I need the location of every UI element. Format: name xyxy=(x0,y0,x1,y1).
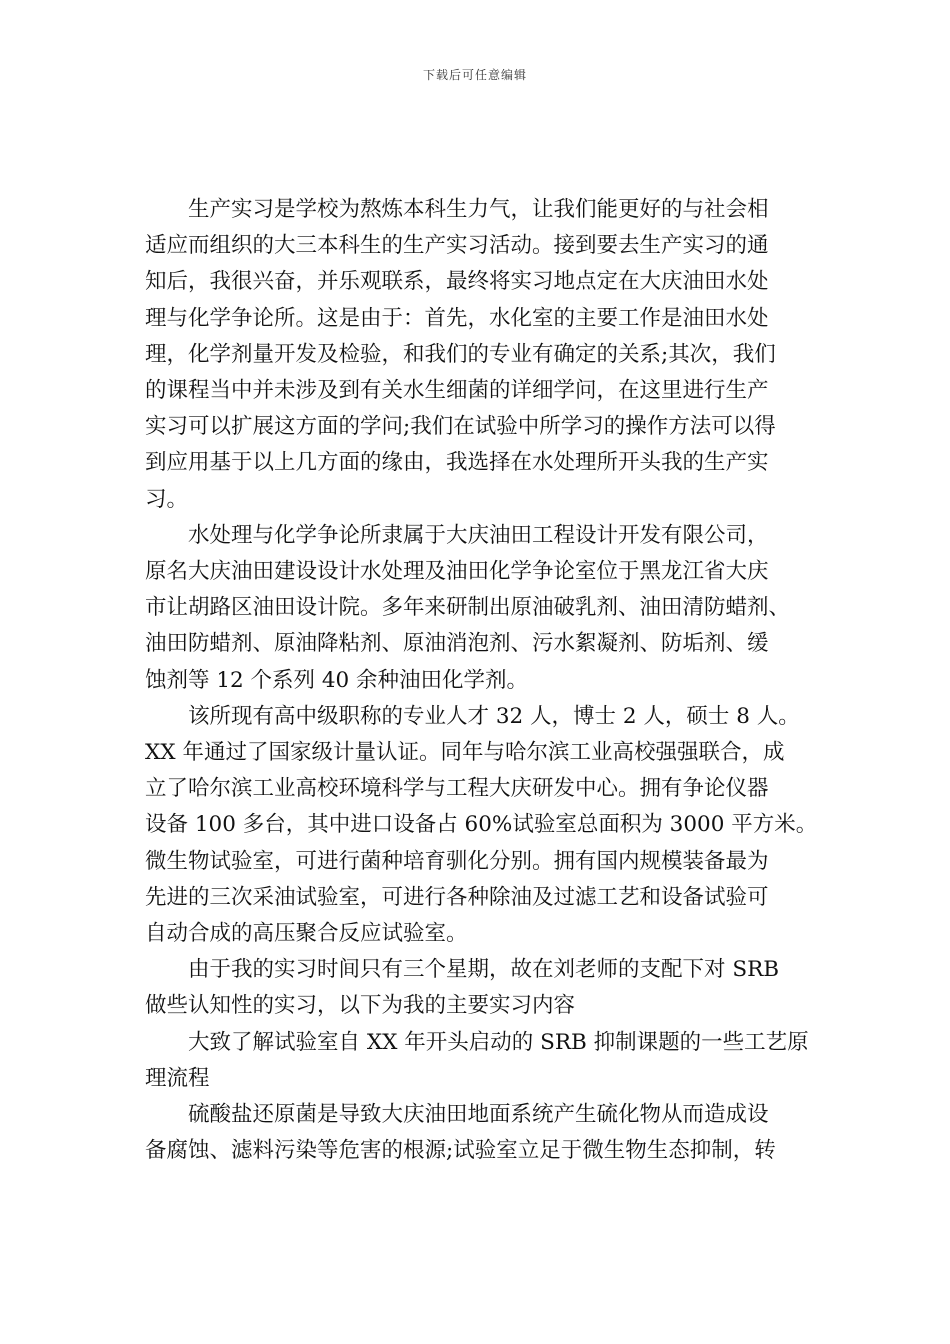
text-line: 知后，我很兴奋，并乐观联系，最终将实习地点定在大庆油田水处 xyxy=(145,269,769,295)
text-line: 做些认知性的实习，以下为我的主要实习内容 xyxy=(145,993,576,1019)
text-line: 设备 100 多台，其中进口设备占 60%试验室总面积为 3000 平方米。 xyxy=(145,812,818,838)
text-line: 大致了解试验室自 XX 年开头启动的 SRB 抑制课题的一些工艺原 xyxy=(188,1029,809,1055)
text-line: 蚀剂等 12 个系列 40 余种油田化学剂。 xyxy=(145,667,529,693)
paragraph xyxy=(145,518,825,699)
text-line: 由于我的实习时间只有三个星期，故在刘老师的支配下对 SRB xyxy=(188,957,780,983)
paragraph xyxy=(145,952,825,1024)
text-line: 理流程 xyxy=(145,1065,210,1091)
paragraph xyxy=(145,1025,825,1097)
text-line: 到应用基于以上几方面的缘由，我选择在水处理所开头我的生产实 xyxy=(145,450,769,476)
document-body xyxy=(145,192,825,1169)
text-line: 的课程当中并未涉及到有关水生细菌的详细学问，在这里进行生产 xyxy=(145,378,769,404)
text-line: 该所现有高中级职称的专业人才 32 人，博士 2 人，硕士 8 人。 xyxy=(188,703,800,729)
text-line: 硫酸盐还原菌是导致大庆油田地面系统产生硫化物从而造成设 xyxy=(188,1102,769,1128)
text-line: 自动合成的高压聚合反应试验室。 xyxy=(145,921,468,947)
text-line: 实习可以扩展这方面的学问;我们在试验中所学习的操作方法可以得 xyxy=(145,414,776,440)
text-line: 微生物试验室，可进行菌种培育驯化分别。拥有国内规模装备最为 xyxy=(145,848,769,874)
page-header: 下载后可任意编辑 xyxy=(422,68,527,82)
text-line: 理，化学剂量开发及检验，和我们的专业有确定的关系;其次，我们 xyxy=(145,341,776,367)
text-line: 水处理与化学争论所隶属于大庆油田工程设计开发有限公司， xyxy=(188,522,769,548)
text-line: XX 年通过了国家级计量认证。同年与哈尔滨工业高校强强联合，成 xyxy=(145,740,785,766)
text-line: 先进的三次采油试验室，可进行各种除油及过滤工艺和设备试验可 xyxy=(145,884,769,910)
text-line: 立了哈尔滨工业高校环境科学与工程大庆研发中心。拥有争论仪器 xyxy=(145,776,769,802)
text-line: 适应而组织的大三本科生的生产实习活动。接到要去生产实习的通 xyxy=(145,233,769,259)
text-line: 原名大庆油田建设设计水处理及油田化学争论室位于黑龙江省大庆 xyxy=(145,559,769,585)
paragraph xyxy=(145,192,825,518)
text-line: 生产实习是学校为熬炼本科生力气，让我们能更好的与社会相 xyxy=(188,197,769,222)
paragraph xyxy=(145,699,825,952)
text-line: 备腐蚀、滤料污染等危害的根源;试验室立足于微生物生态抑制，转 xyxy=(145,1138,776,1164)
text-line: 油田防蜡剂、原油降粘剂、原油消泡剂、污水絮凝剂、防垢剂、缓 xyxy=(145,631,769,657)
text-line: 理与化学争论所。这是由于：首先，水化室的主要工作是油田水处 xyxy=(145,305,769,331)
text-line: 习。 xyxy=(145,486,189,512)
text-line: 市让胡路区油田设计院。多年来研制出原油破乳剂、油田清防蜡剂、 xyxy=(145,595,791,621)
paragraph xyxy=(145,1097,825,1169)
